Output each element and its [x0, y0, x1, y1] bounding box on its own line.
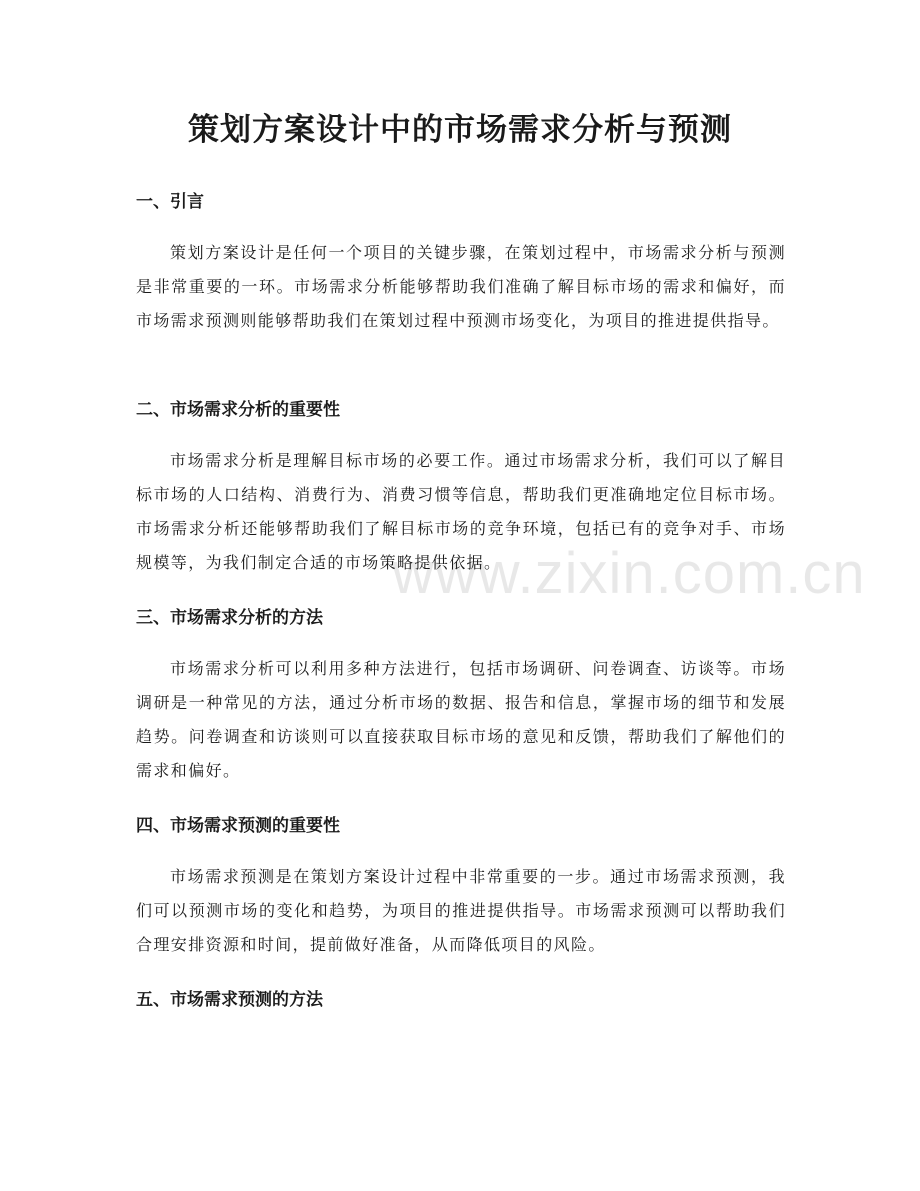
section-paragraph-analysis-methods: 市场需求分析可以利用多种方法进行，包括市场调研、问卷调查、访谈等。市场调研是一种常见的方法，通过分析市场的数据、报告和信息，掌握市场的细节和发展趋势。问卷调查和访谈则可以直接获取目标市场的意见和反馈，帮助我们了解他们的需求和偏好。: [136, 659, 786, 780]
section-paragraph-intro: 策划方案设计是任何一个项目的关键步骤，在策划过程中，市场需求分析与预测是非常重要的一环。市场需求分析能够帮助我们准确了解目标市场的需求和偏好，而市场需求预测则能够帮助我们在策划过程中预测市场变化，为项目的推进提供指导。: [136, 243, 786, 330]
section-heading-analysis-methods: 三、市场需求分析的方法: [136, 608, 323, 628]
watermark: www.zixin.com.cn: [392, 541, 866, 606]
section-paragraph-forecast-importance: 市场需求预测是在策划方案设计过程中非常重要的一步。通过市场需求预测，我们可以预测市场的变化和趋势，为项目的推进提供指导。市场需求预测可以帮助我们合理安排资源和时间，提前做好准备，从而降低项目的风险。: [136, 867, 786, 954]
section-heading-forecast-methods: 五、市场需求预测的方法: [136, 990, 323, 1010]
section-heading-forecast-importance: 四、市场需求预测的重要性: [136, 816, 340, 836]
section-paragraph-analysis-importance: 市场需求分析是理解目标市场的必要工作。通过市场需求分析，我们可以了解目标市场的人口结构、消费行为、消费习惯等信息，帮助我们更准确地定位目标市场。市场需求分析还能够帮助我们了解目标市场的竞争环境，包括已有的竞争对手、市场规模等，为我们制定合适的市场策略提供依据。: [136, 451, 786, 572]
page-title: 策划方案设计中的市场需求分析与预测: [188, 112, 732, 148]
section-heading-intro: 一、引言: [136, 192, 204, 212]
section-heading-analysis-importance: 二、市场需求分析的重要性: [136, 400, 340, 420]
